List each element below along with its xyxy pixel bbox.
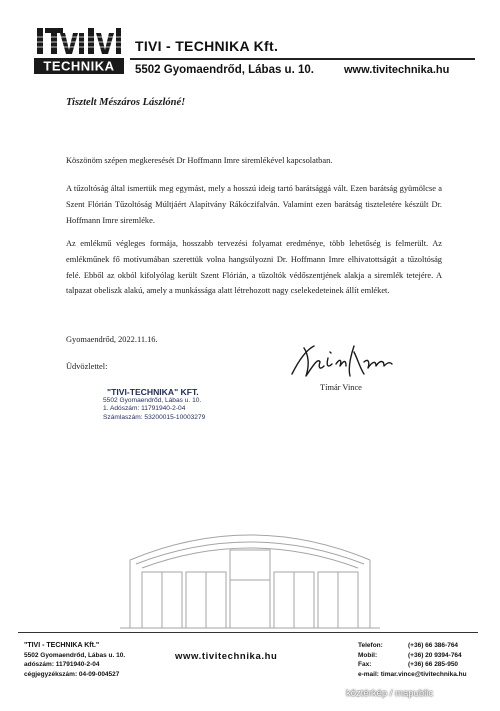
footer-fax-row <box>358 660 488 670</box>
company-website: www.tivitechnika.hu <box>344 64 450 76</box>
paragraph-3: Az emlékmű végleges formája, hosszabb tervezési folyamat eredménye, több lehetőség is felmerült. Az emlékműnek fő motívumában szerettük volna hangsúlyozni Dr. Hoffmann Imre elhivatottságát a tűzoltóság felé. Ebből az okból kifolyólag került Szent Flórián, a tűzoltók védőszentjének alakja a siremlék tetejére. A talpazat obeliszk alakú, amely a munkássága alatt létrehozott nagy cselekedeteinek állít emléket. <box>66 239 442 296</box>
handwritten-signature <box>284 340 404 384</box>
company-name: TIVI - TECHNIKA Kft. <box>135 38 279 54</box>
footer-mobile-row <box>358 651 488 661</box>
letter-date: Gyomaendrőd, 2022.11.16. <box>66 335 158 344</box>
company-logo <box>34 22 124 76</box>
mobile-label: Mobil: <box>358 651 378 659</box>
paragraph-1: Köszönöm szépen megkeresését Dr Hoffmann Imre siremlékével kapcsolatban. <box>66 156 333 165</box>
footer-company-name: "TIVI - TECHNIKA Kft." <box>24 642 100 649</box>
salutation: Tisztelt Mészáros Lászlóné! <box>66 97 186 108</box>
greeting: Üdvözlettel: <box>66 362 108 371</box>
fax-label: Fax: <box>358 661 372 668</box>
phone-value: (+36) 66 386-764 <box>408 642 459 649</box>
footer-phone-row <box>358 641 488 651</box>
signer-name: Tímár Vince <box>320 383 362 392</box>
phone-label: Telefon: <box>358 642 383 649</box>
source-watermark: köztérkép / mapublic <box>346 688 434 699</box>
building-drawing <box>120 520 380 630</box>
footer-registry-number: cégjegyzékszám: 04-09-004527 <box>24 670 120 678</box>
stamp-tax-number: 1. Adószám: 11791940-2-04 <box>103 405 186 412</box>
stamp-company-name: "TIVI-TECHNIKA" KFT. <box>107 387 199 397</box>
company-address: 5502 Gyomaendrőd, Lábas u. 10. <box>135 64 314 76</box>
footer-tax-number: adószám: 11791940-2-04 <box>24 661 100 668</box>
paragraph-2: A tűzoltóság által ismertük meg egymást, mely a hosszú ideig tartó barátsággá vált. Ezen barátság gyümölcse a Szent Flórián Tűzoltóság Múltjáért Alapítvány Rákóczifalván. Valamint ezen barátság tiszteletére készült Dr. Hoffmann Imre siremléke. <box>66 184 442 225</box>
company-stamp <box>95 388 245 422</box>
footer-contact-info <box>358 641 488 679</box>
footer-website: www.tivitechnika.hu <box>175 651 278 662</box>
stamp-address: 5502 Gyomaendrőd, Lábas u. 10. <box>103 396 202 404</box>
mobile-value: (+36) 20 9394-764 <box>408 651 462 659</box>
fax-value: (+36) 66 285-950 <box>408 661 459 668</box>
footer-rule <box>18 632 478 633</box>
footer-address: 5502 Gyomaendrőd, Lábas u. 10. <box>24 651 126 659</box>
stamp-account-number: Számlaszám: 53200015-10003279 <box>103 413 206 421</box>
svg-text:TECHNIKA: TECHNIKA <box>43 58 115 74</box>
footer-email: e-mail: timar.vince@tivitechnika.hu <box>358 670 467 678</box>
footer-company-info <box>24 641 125 679</box>
header-rule <box>130 58 475 60</box>
